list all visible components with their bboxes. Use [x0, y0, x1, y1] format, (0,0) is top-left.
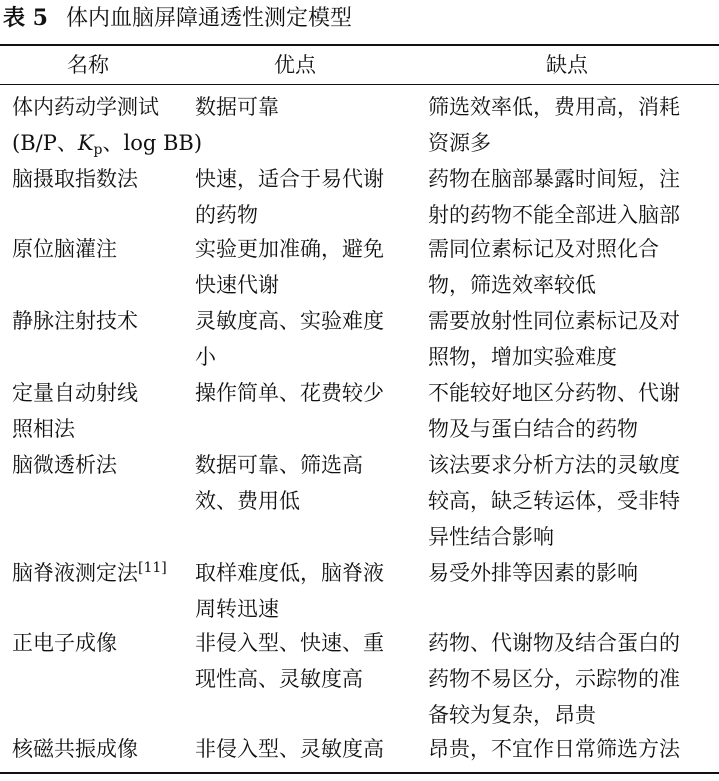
row-4-name: 静脉注射技术: [12, 309, 138, 333]
row-1-disadvantages: 筛选效率低，费用高，消耗 资源多: [428, 95, 680, 155]
row-1-formula: (B/P、$K_p$、log BB): [12, 131, 203, 158]
row-5-name: 定量自动射线 照相法: [12, 381, 138, 441]
row-4-advantages: 灵敏度高、实验难度 小: [195, 309, 384, 369]
row-7-disadvantages: 易受外排等因素的影响: [428, 561, 638, 585]
table-title: 体内血脑屏障通透性测定模型: [65, 6, 352, 31]
row-2-name: 脑摄取指数法: [12, 167, 138, 191]
row-9-disadvantages: 昂贵，不宜作日常筛选方法: [428, 737, 680, 761]
table-label: 表 5: [3, 5, 48, 31]
row-8-advantages: 非侵入型、快速、重 现性高、灵敏度高: [195, 631, 384, 691]
header-rule: [0, 84, 719, 85]
row-7-advantages: 取样难度低，脑脊液 周转迅速: [195, 561, 384, 621]
top-rule: [0, 44, 719, 46]
row-7-name: 脑脊液测定法[11]: [12, 560, 167, 585]
header-name: 名称: [67, 53, 109, 77]
header-disadvantages: 缺点: [546, 53, 588, 77]
row-5-advantages: 操作简单、花费较少: [195, 381, 384, 405]
row-8-disadvantages: 药物、代谢物及结合蛋白的 药物不易区分，示踪物的准 备较为复杂，昂贵: [428, 631, 680, 727]
row-6-name: 脑微透析法: [12, 453, 117, 477]
table-caption: [3, 4, 352, 33]
citation-ref: [11]: [138, 560, 167, 576]
row-1-name: 体内药动学测试 (B/P、$K_p$、log BB): [12, 89, 190, 161]
row-3-disadvantages: 需同位素标记及对照化合 物，筛选效率较低: [428, 237, 659, 297]
row-3-advantages: 实验更加准确，避免 快速代谢: [195, 237, 384, 297]
row-6-disadvantages: 该法要求分析方法的灵敏度 较高，缺乏转运体，受非特 异性结合影响: [428, 453, 680, 549]
row-3-name: 原位脑灌注: [12, 237, 117, 261]
row-6-advantages: 数据可靠、筛选高 效、费用低: [195, 453, 363, 513]
bottom-rule: [0, 772, 719, 774]
row-2-advantages: 快速，适合于易代谢 的药物: [195, 167, 384, 227]
row-8-name: 正电子成像: [12, 631, 117, 655]
row-9-name: 核磁共振成像: [12, 737, 138, 761]
row-5-disadvantages: 不能较好地区分药物、代谢 物及与蛋白结合的药物: [428, 381, 680, 441]
row-2-disadvantages: 药物在脑部暴露时间短，注 射的药物不能全部进入脑部: [428, 167, 680, 227]
row-4-disadvantages: 需要放射性同位素标记及对 照物，增加实验难度: [428, 309, 680, 369]
row-1-advantages: 数据可靠: [195, 95, 279, 119]
row-9-advantages: 非侵入型、灵敏度高: [195, 737, 384, 761]
header-advantages: 优点: [274, 53, 316, 77]
